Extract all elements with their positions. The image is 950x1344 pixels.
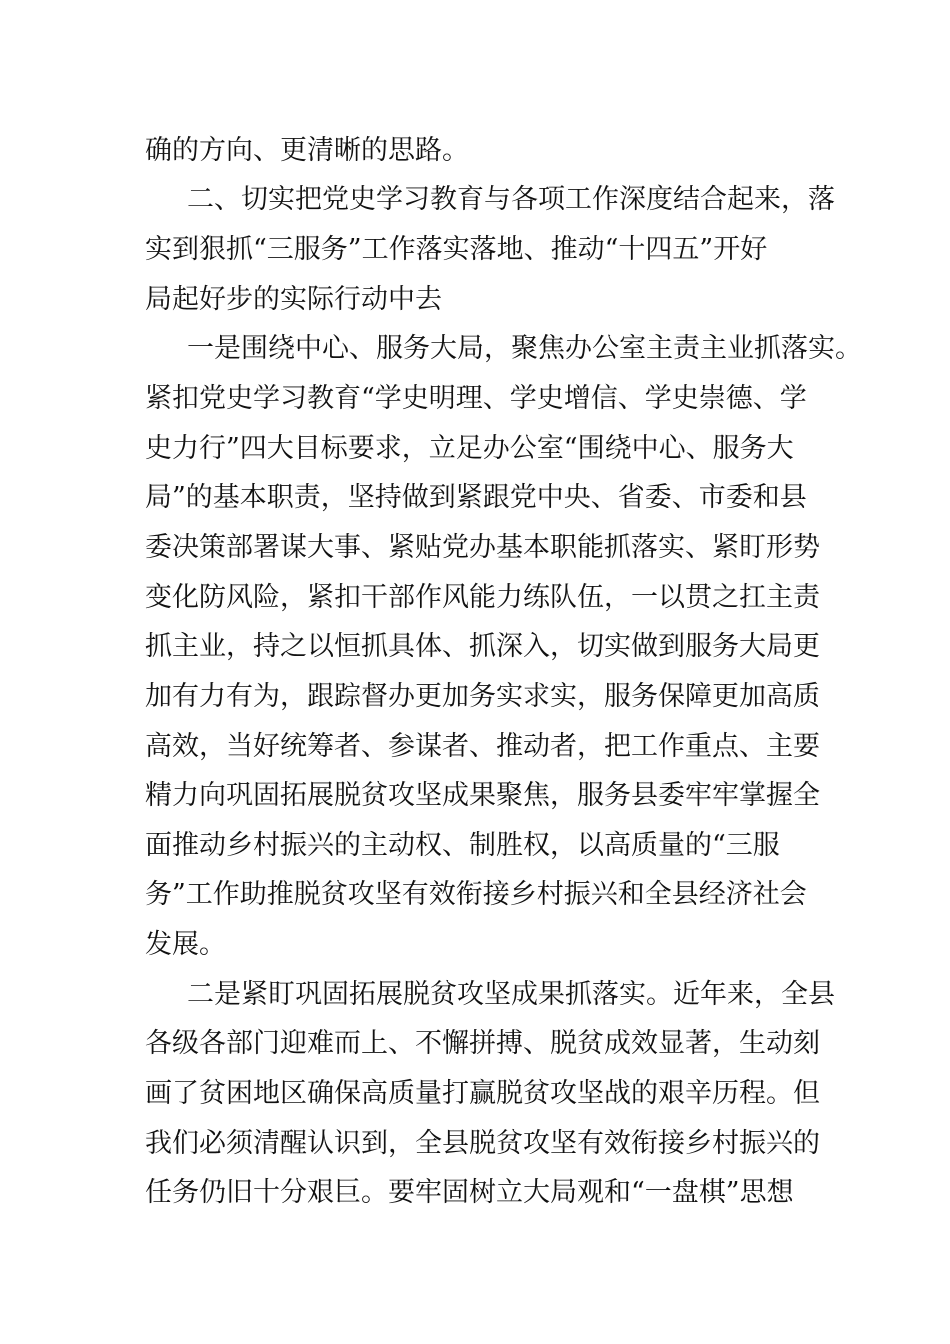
section-heading-line: 二、切实把党史学习教育与各项工作深度结合起来，落 xyxy=(187,184,835,215)
text-line: 各级各部门迎难而上、不懈拼搏、脱贫成效显著，生动刻 xyxy=(145,1028,820,1059)
text-line: 精力向巩固拓展脱贫攻坚成果聚焦，服务县委牢牢掌握全 xyxy=(145,780,820,811)
section-heading-line: 实到狠抓“三服务”工作落实落地、推动“十四五”开好 xyxy=(145,234,768,265)
text-line: 局”的基本职责，坚持做到紧跟党中央、省委、市委和县 xyxy=(145,482,807,513)
text-line: 委决策部署谋大事、紧贴党办基本职能抓落实、紧盯形势 xyxy=(145,532,820,563)
text-line: 面推动乡村振兴的主动权、制胜权，以高质量的“三服 xyxy=(145,830,780,861)
text-line: 任务仍旧十分艰巨。要牢固树立大局观和“一盘棋”思想 xyxy=(145,1177,794,1208)
section-heading-line: 局起好步的实际行动中去 xyxy=(145,284,442,315)
text-line: 发展。 xyxy=(145,929,226,960)
text-line: 紧扣党史学习教育“学史明理、学史增信、学史崇德、学 xyxy=(145,383,807,414)
text-line: 画了贫困地区确保高质量打赢脱贫攻坚战的艰辛历程。但 xyxy=(145,1078,820,1109)
text-line: 二是紧盯巩固拓展脱贫攻坚成果抓落实。近年来，全县 xyxy=(187,979,835,1010)
text-line: 抓主业，持之以恒抓具体、抓深入，切实做到服务大局更 xyxy=(145,631,820,662)
text-line: 高效，当好统筹者、参谋者、推动者，把工作重点、主要 xyxy=(145,731,820,762)
text-line: 确的方向、更清晰的思路。 xyxy=(145,135,469,166)
text-line: 我们必须清醒认识到，全县脱贫攻坚有效衔接乡村振兴的 xyxy=(145,1128,820,1159)
text-line: 变化防风险，紧扣干部作风能力练队伍，一以贯之扛主责 xyxy=(145,582,820,613)
text-line: 务”工作助推脱贫攻坚有效衔接乡村振兴和全县经济社会 xyxy=(145,879,807,910)
text-line: 加有力有为，跟踪督办更加务实求实，服务保障更加高质 xyxy=(145,681,820,712)
text-line: 一是围绕中心、服务大局，聚焦办公室主责主业抓落实。 xyxy=(187,333,862,364)
text-line: 史力行”四大目标要求，立足办公室“围绕中心、服务大 xyxy=(145,433,794,464)
